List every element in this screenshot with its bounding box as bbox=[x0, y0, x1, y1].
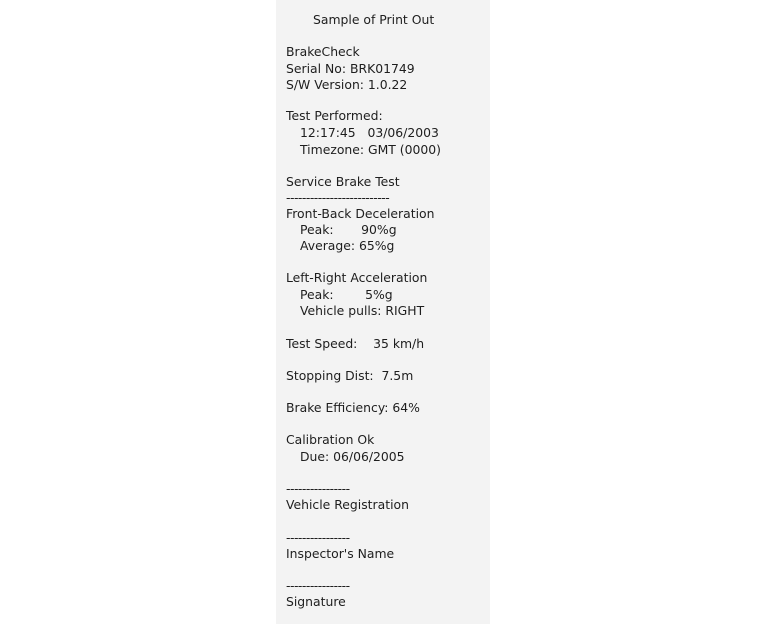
signature-label: Signature bbox=[286, 594, 346, 609]
section-separator: -------------------------- bbox=[286, 190, 390, 205]
inspector-separator: ---------------- bbox=[286, 530, 350, 545]
inspector-name-label: Inspector's Name bbox=[286, 546, 395, 561]
left-right-peak: Peak: 5%g bbox=[300, 287, 393, 302]
registration-separator: ---------------- bbox=[286, 481, 350, 496]
serial-number: Serial No: BRK01749 bbox=[286, 61, 415, 76]
device-name: BrakeCheck bbox=[286, 44, 360, 59]
test-datetime: 12:17:45 03/06/2003 bbox=[300, 125, 439, 140]
signature-separator: ---------------- bbox=[286, 578, 350, 593]
front-back-heading: Front-Back Deceleration bbox=[286, 206, 435, 221]
front-back-average: Average: 65%g bbox=[300, 238, 395, 253]
test-performed-label: Test Performed: bbox=[286, 108, 383, 123]
vehicle-pulls: Vehicle pulls: RIGHT bbox=[300, 303, 425, 318]
stopping-distance: Stopping Dist: 7.5m bbox=[286, 368, 414, 383]
service-brake-heading: Service Brake Test bbox=[286, 174, 400, 189]
test-timezone: Timezone: GMT (0000) bbox=[300, 142, 441, 157]
front-back-peak: Peak: 90%g bbox=[300, 222, 397, 237]
test-speed: Test Speed: 35 km/h bbox=[286, 336, 425, 351]
vehicle-registration-label: Vehicle Registration bbox=[286, 497, 409, 512]
brake-efficiency: Brake Efficiency: 64% bbox=[286, 400, 420, 415]
left-right-heading: Left-Right Acceleration bbox=[286, 270, 428, 285]
software-version: S/W Version: 1.0.22 bbox=[286, 77, 408, 92]
calibration-status: Calibration Ok bbox=[286, 432, 375, 447]
calibration-due: Due: 06/06/2005 bbox=[300, 449, 405, 464]
printout-sheet bbox=[276, 0, 490, 624]
printout-title: Sample of Print Out bbox=[313, 12, 435, 27]
